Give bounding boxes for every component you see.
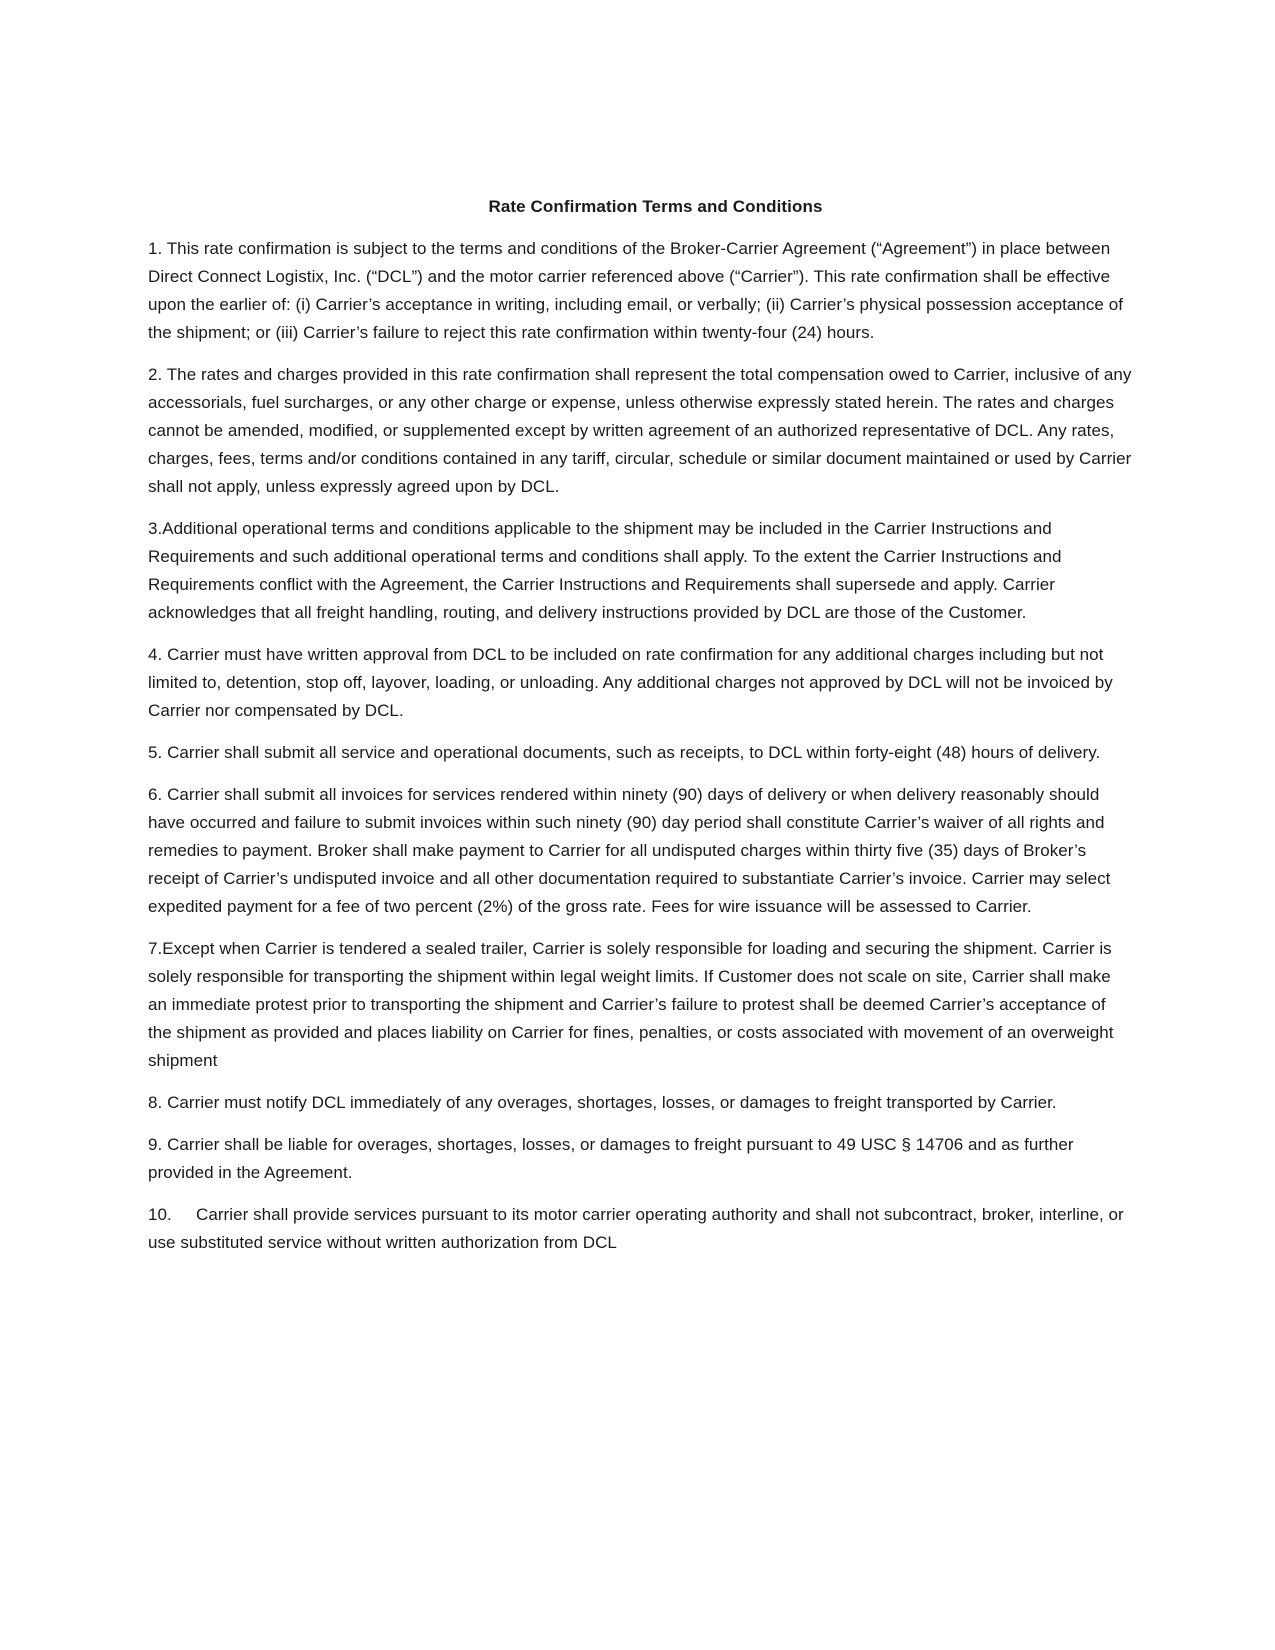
paragraph-3 bbox=[148, 515, 1133, 627]
paragraph-text: This rate confirmation is subject to the terms and conditions of the Broker-Carrier Agreement (“Agreement”) in place between Direct Connect Logistix, Inc. (“DCL”) and the motor carrier referenced above (“Carrier”). This rate confirmation shall be effective upon the earlier of: (i) Carrier’s acceptance in writing, including email, or verbally; (ii) Carrier’s physical possession acceptance of the shipment; or (iii) Carrier’s failure to reject this rate confirmation within twenty-four (24) hours. bbox=[148, 239, 1123, 342]
paragraph-9 bbox=[148, 1131, 1133, 1187]
paragraph-text: Additional operational terms and conditions applicable to the shipment may be included in the Carrier Instructions and Requirements and such additional operational terms and conditions shall apply. To the extent the Carrier Instructions and Requirements conflict with the Agreement, the Carrier Instructions and Requirements shall supersede and apply. Carrier acknowledges that all freight handling, routing, and delivery instructions provided by DCL are those of the Customer. bbox=[148, 519, 1062, 622]
paragraph-number: 3. bbox=[148, 519, 163, 538]
paragraph-number: 7. bbox=[148, 939, 163, 958]
paragraph-text: Carrier shall be liable for overages, shortages, losses, or damages to freight pursuant to 49 USC § 14706 and as further provided in the Agreement. bbox=[148, 1135, 1074, 1182]
paragraph-6 bbox=[148, 781, 1133, 921]
paragraph-number: 9. bbox=[148, 1135, 168, 1154]
paragraph-7 bbox=[148, 935, 1133, 1075]
paragraph-text: Carrier shall submit all service and operational documents, such as receipts, to DCL within forty-eight (48) hours of delivery. bbox=[167, 743, 1101, 762]
paragraph-number: 5. bbox=[148, 743, 168, 762]
paragraph-number: 10. bbox=[148, 1205, 172, 1224]
paragraph-5 bbox=[148, 739, 1133, 767]
paragraph-1 bbox=[148, 235, 1133, 347]
paragraph-8 bbox=[148, 1089, 1133, 1117]
paragraph-number: 6. bbox=[148, 785, 168, 804]
paragraph-text: Carrier must notify DCL immediately of any overages, shortages, losses, or damages to freight transported by Carrier. bbox=[167, 1093, 1057, 1112]
paragraph-number: 1. bbox=[148, 239, 167, 258]
terms-document bbox=[148, 196, 1133, 1271]
paragraph-10 bbox=[148, 1201, 1133, 1257]
paragraph-text: Except when Carrier is tendered a sealed trailer, Carrier is solely responsible for loading and securing the shipment. Carrier is solely responsible for transporting the shipment within legal weight limits. If Customer does not scale on site, Carrier shall make an immediate protest prior to transporting the shipment and Carrier’s failure to protest shall be deemed Carrier’s acceptance of the shipment as provided and places liability on Carrier for fines, penalties, or costs associated with movement of an overweight shipment bbox=[148, 939, 1114, 1070]
paragraph-text: Carrier shall submit all invoices for services rendered within ninety (90) days of delivery or when delivery reasonably should have occurred and failure to submit invoices within such ninety (90) day period shall constitute Carrier’s waiver of all rights and remedies to payment. Broker shall make payment to Carrier for all undisputed charges within thirty five (35) days of Broker’s receipt of Carrier’s undisputed invoice and all other documentation required to substantiate Carrier’s invoice. Carrier may select expedited payment for a fee of two percent (2%) of the gross rate. Fees for wire issuance will be assessed to Carrier. bbox=[148, 785, 1111, 916]
paragraph-number: 2. bbox=[148, 365, 167, 384]
paragraph-text: The rates and charges provided in this rate confirmation shall represent the total compensation owed to Carrier, inclusive of any accessorials, fuel surcharges, or any other charge or expense, unless otherwise expressly stated herein. The rates and charges cannot be amended, modified, or supplemented except by written agreement of an authorized representative of DCL. Any rates, charges, fees, terms and/or conditions contained in any tariff, circular, schedule or similar document maintained or used by Carrier shall not apply, unless expressly agreed upon by DCL. bbox=[148, 365, 1132, 496]
paragraph-number: 4. bbox=[148, 645, 168, 664]
paragraph-2 bbox=[148, 361, 1133, 501]
paragraph-number: 8. bbox=[148, 1093, 168, 1112]
document-title: Rate Confirmation Terms and Conditions bbox=[488, 197, 823, 216]
paragraph-text: Carrier must have written approval from DCL to be included on rate confirmation for any additional charges including but not limited to, detention, stop off, layover, loading, or unloading. Any additional charges not approved by DCL will not be invoiced by Carrier nor compensated by DCL. bbox=[148, 645, 1113, 720]
paragraph-4 bbox=[148, 641, 1133, 725]
paragraph-text: Carrier shall provide services pursuant to its motor carrier operating authority and shall not subcontract, broker, interline, or use substituted service without written authorization from DCL bbox=[148, 1205, 1124, 1252]
